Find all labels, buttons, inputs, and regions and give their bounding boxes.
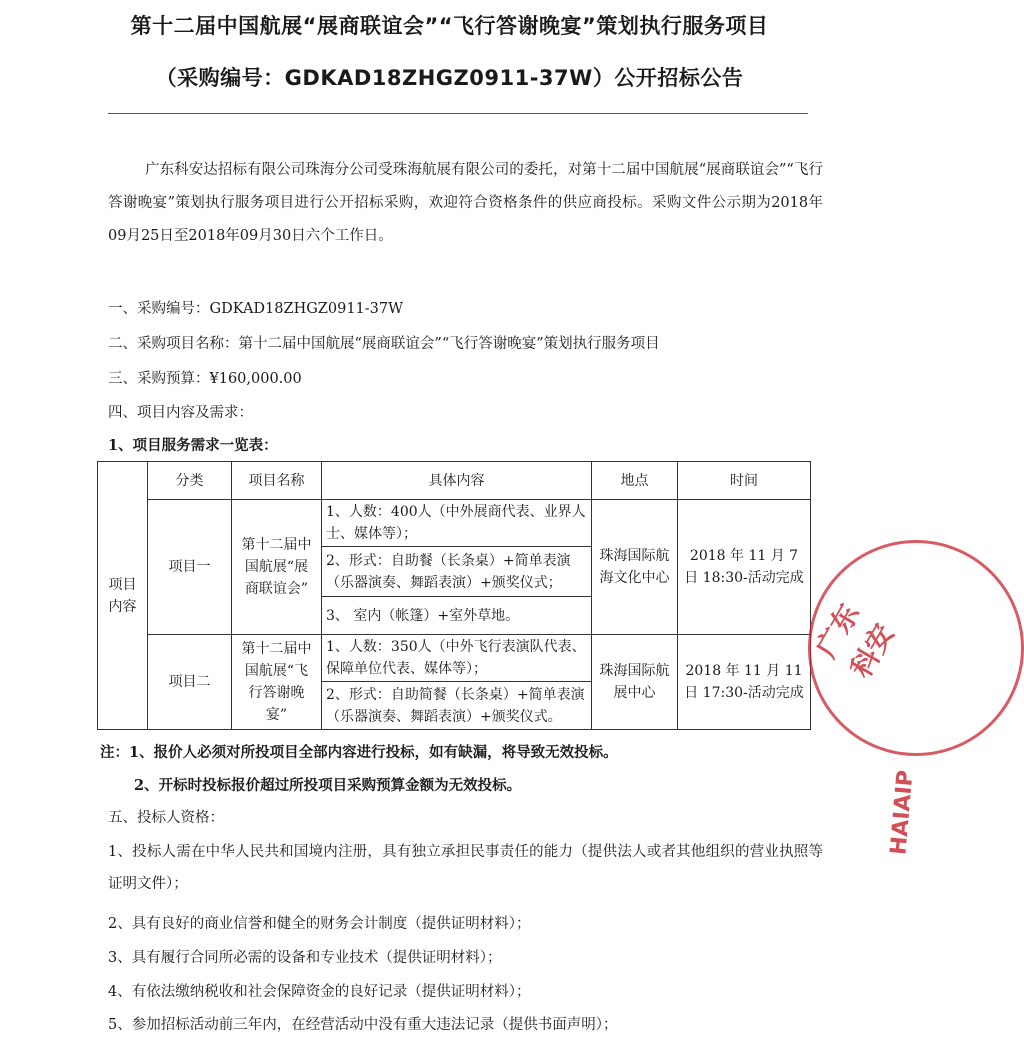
table-row (98, 635, 811, 682)
table-row (98, 500, 811, 547)
header-content: 具体内容 (322, 462, 592, 500)
note-1: 注：1、报价人必须对所投项目全部内容进行投标，如有缺漏，将导致无效投标。 (100, 744, 618, 761)
seal-text-2: HAIAIP (886, 769, 919, 856)
row1-content-3: 3、 室内（帐篷）+室外草地。 (322, 597, 592, 635)
row1-location-text: 珠海国际航海文化中心 (599, 548, 670, 586)
title-divider (108, 113, 808, 114)
group-label-cell (98, 462, 148, 730)
qualification-3: 3、具有履行合同所必需的设备和专业技术（提供证明材料）； (108, 950, 502, 966)
row2-location-text: 珠海国际航展中心 (599, 663, 670, 701)
document-title-line2: （采购编号：GDKAD18ZHGZ0911-37W）公开招标公告 (155, 66, 744, 90)
qualification-4: 4、有依法缴纳税收和社会保障资金的良好记录（提供证明材料）； (108, 984, 531, 1000)
section5-heading: 五、投标人资格： (108, 810, 224, 826)
service-requirements-table (97, 461, 811, 730)
row2-name-text: 第十二届中国航展“飞行答谢晚宴” (241, 641, 312, 723)
row2-name (232, 635, 322, 730)
table-header-row (98, 462, 811, 500)
row2-content-2: 2、形式：自助简餐（长条桌）+简单表演（乐器演奏、舞蹈表演）+颁奖仪式。 (322, 682, 592, 730)
note-2: 2、开标时投标报价超过所投项目采购预算金额为无效投标。 (134, 777, 522, 794)
header-name: 项目名称 (232, 462, 322, 500)
row2-time: 2018 年 11 月 11 日 17:30-活动完成 (678, 635, 811, 730)
row1-content-1: 1、人数：400人（中外展商代表、业界人士、媒体等）； (322, 500, 592, 547)
row1-time: 2018 年 11 月 7 日 18:30-活动完成 (678, 500, 811, 635)
group-label: 项目内容 (108, 576, 137, 615)
row1-name-text: 第十二届中国航展“展商联谊会” (241, 537, 312, 597)
item-project-name: 二、采购项目名称：第十二届中国航展“展商联谊会”“飞行答谢晚宴”策划执行服务项目 (108, 336, 660, 352)
row2-location (592, 635, 678, 730)
row2-category: 项目二 (148, 635, 232, 730)
header-time: 时间 (678, 462, 811, 500)
qualification-5: 5、参加招标活动前三年内，在经营活动中没有重大违法记录（提供书面声明）； (108, 1017, 618, 1033)
row1-category: 项目一 (148, 500, 232, 635)
item-content-heading: 四、项目内容及需求： (108, 405, 253, 421)
seal-text-1: 广东科安 (809, 598, 901, 684)
item-budget: 三、采购预算：¥160,000.00 (108, 371, 302, 387)
qualification-1: 1、投标人需在中华人民共和国境内注册，具有独立承担民事责任的能力（提供法人或者其他组织的营业执照等证明文件）； (108, 844, 823, 892)
row1-name (232, 500, 322, 635)
header-category: 分类 (148, 462, 232, 500)
qualification-2: 2、具有良好的商业信誉和健全的财务会计制度（提供证明材料）； (108, 916, 531, 932)
intro-text: 广东科安达招标有限公司珠海分公司受珠海航展有限公司的委托，对第十二届中国航展“展商联谊会”“飞行答谢晚宴”策划执行服务项目进行公开招标采购，欢迎符合资格条件的供应商投标。采购文件公示期为2018年09月25日至2018年09月30日六个工作日。 (108, 162, 823, 244)
item-procurement-number: 一、采购编号：GDKAD18ZHGZ0911-37W (108, 301, 404, 317)
table-caption: 1、项目服务需求一览表： (108, 437, 278, 454)
row2-content-1: 1、人数：350人（中外飞行表演队代表、保障单位代表、媒体等）； (322, 635, 592, 682)
intro-paragraph (108, 154, 823, 253)
row1-content-2: 2、形式：自助餐（长条桌）+简单表演（乐器演奏、舞蹈表演）+颁奖仪式； (322, 547, 592, 597)
document-title-line1: 第十二届中国航展“展商联谊会”“飞行答谢晚宴”策划执行服务项目 (130, 14, 769, 38)
row1-location (592, 500, 678, 635)
header-location: 地点 (592, 462, 678, 500)
